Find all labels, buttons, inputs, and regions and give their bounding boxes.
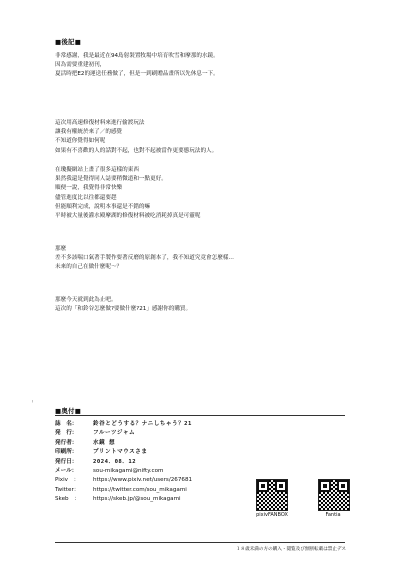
row-label: 発 行： [55,430,78,437]
gutter-mark: ─ [30,400,35,403]
afterword-paragraph-2 [55,119,355,156]
fanbox-qr-code-icon[interactable] [256,479,288,511]
row-value: 水鏡 想 [93,439,116,446]
text-line: 儘管進度比以往都還要趕 [55,194,117,201]
divider [55,415,345,416]
row-value: 2024．08．12 [93,458,137,465]
colophon-row-printer [55,448,192,457]
text-line: 不知道你覺得如何呢 [55,138,106,145]
text-line: 因為需要重建初刊， [55,62,106,69]
row-value: フルーツジャム [93,430,136,437]
text-line: 這次的「和鈴谷怎麼做?要做什麼?21」感謝你的購買。 [55,306,192,313]
colophon-row-publisher [55,429,192,438]
fanbox-qr-label: pixivFANBOX [256,512,288,518]
fantia-qr-label: Fantia [325,512,341,518]
text-line: 非常感謝，我是最近在94島射裝置牧場中培育吹雪和摩那的水鏡。 [55,53,219,59]
afterword-paragraph-5 [55,296,355,314]
row-label: Skeb ： [55,496,80,503]
colophon-row-twitter [55,486,192,495]
text-line: 差不多該喘口氣著手製作要著反磨的原創本了，我不知道究竟會怎麼樣… [55,255,235,262]
text-line: 如果有不喜歡的人的話對不起，也對不起被當作更要態玩法的人。 [55,147,218,154]
text-line: 在瓊擬網站上畫了很多這樣的東西 [55,167,139,173]
text-line: 夏活時把E2的運送任務做了，但是一到刷贈品畫所以先休息一下。 [55,71,219,78]
email-link[interactable]: sou-mikagami@nifty.com [93,467,164,474]
row-label: 発行者： [55,439,78,446]
colophon-row-title [55,420,192,429]
text-line: 那麼 [55,246,67,252]
text-line: 那麼今天就到此為止吧。 [55,297,117,303]
row-value: プリントマウスさま [93,449,148,456]
colophon-row-skeb [55,495,192,504]
row-value: 鈴谷とどうする？ナニしちゃう？21 [93,421,192,427]
fantia-qr-code-icon[interactable] [318,479,350,511]
row-label: 印刷所： [55,449,78,456]
colophon-row-pixiv [55,476,192,485]
skeb-link[interactable]: https://skeb.jp/@sou_mikagami [93,496,181,503]
twitter-link[interactable]: https://twitter.com/sou_mikagami [93,486,187,493]
row-label: 発行日： [55,458,78,465]
age-restriction-note: １８歳未満の方の購入・閲覧及び無断転載は禁止デス [235,547,346,552]
colophon-row-email [55,467,192,476]
text-line: 但能順利完成，說明本事還是不錯的嘛 [55,203,151,210]
row-label: 誌 名： [55,421,78,427]
colophon-row-date [55,458,192,467]
text-line: 讓我有權統於來了／的感覺 [55,129,123,136]
colophon-heading: ■奥付■ [55,407,82,415]
row-label: Pixiv ： [55,477,80,484]
afterword-paragraph-3 [55,166,355,221]
afterword-paragraph-1 [55,52,355,80]
afterword-heading: ■後記■ [55,38,82,46]
row-label: Twitter： [55,486,80,493]
divider [55,542,345,543]
text-line: 順便一說，我覺得非常快樂 [55,185,123,192]
text-line: 未來的自己在做什麼呢～？ [55,264,123,271]
row-label: メール： [55,467,78,474]
text-line: 平時被大量後灌水殿摩湖的修復材料被吃消耗掉真是可靈呢 [55,213,201,220]
colophon-row-author [55,439,192,448]
text-line: 這次用高速修復材料來進行偷渡玩法 [55,120,145,126]
pixiv-link[interactable]: https://www.pixiv.net/users/267681 [93,477,193,484]
colophon-table [55,420,192,505]
afterword-paragraph-4 [55,245,355,273]
text-line: 果然我還是覺得同人誌要稍微道和一點更好。 [55,176,167,183]
